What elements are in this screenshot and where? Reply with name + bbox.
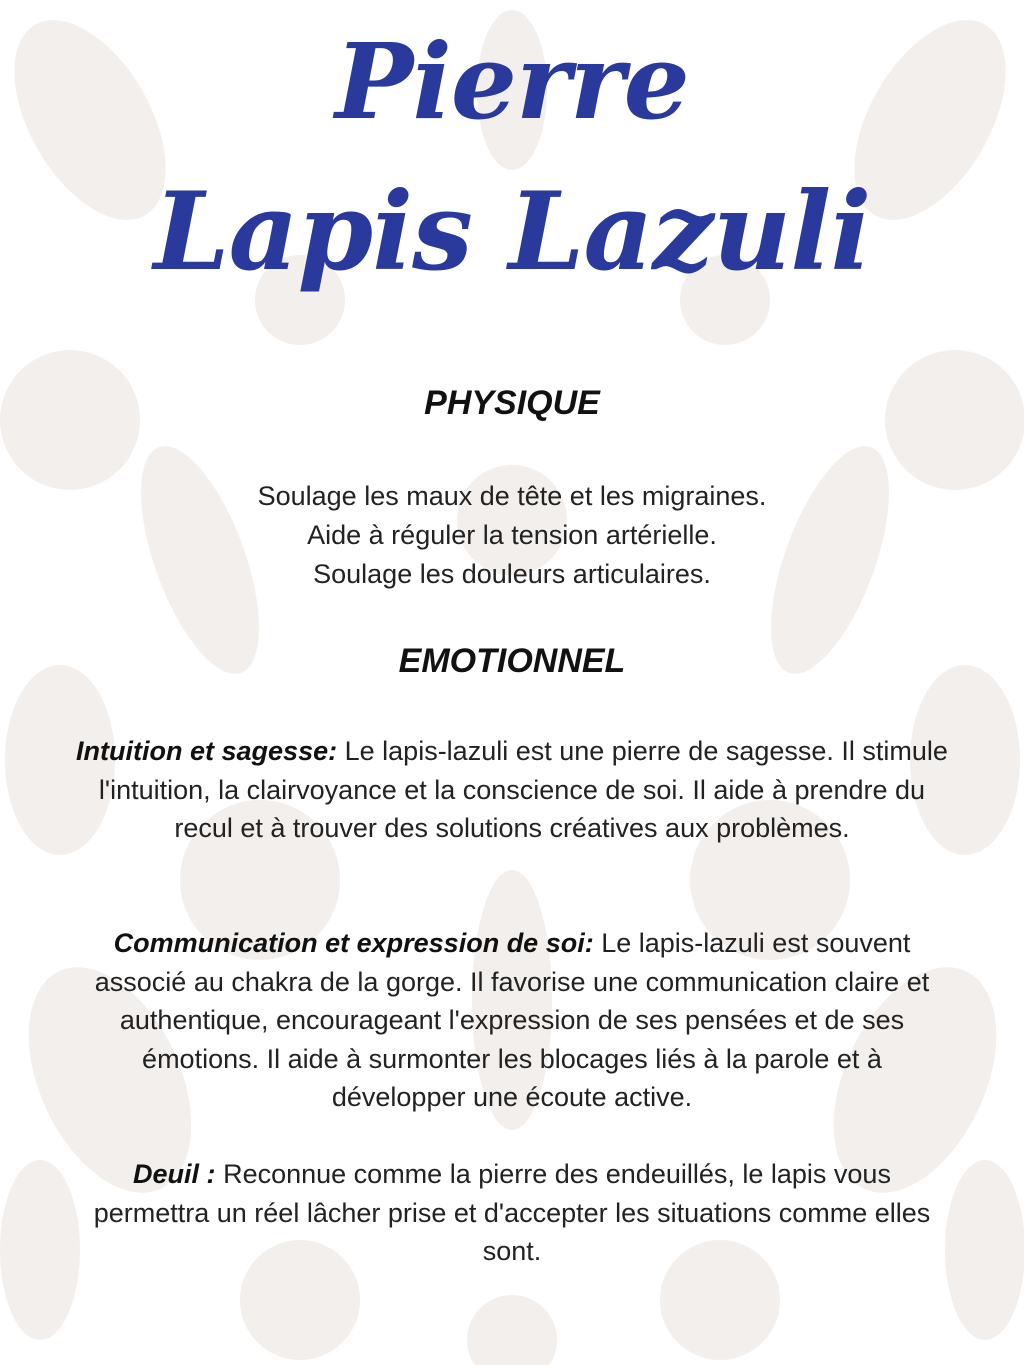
paragraph-label: Deuil :	[133, 1159, 216, 1189]
physique-line: Soulage les maux de tête et les migraines.	[257, 481, 767, 511]
paragraph-communication	[72, 924, 952, 1117]
title-line-2: Lapis Lazuli	[153, 169, 871, 295]
paragraph-text: Le lapis-lazuli est une pierre de sagesse. Il stimule l'intuition, la clairvoyance et la conscience de soi. Il aide à prendre du recul et à trouver des solutions créatives aux problèmes.	[98, 736, 948, 843]
paragraph-text: Le lapis-lazuli est souvent associé au chakra de la gorge. Il favorise une communication claire et authentique, encourageant l'expression de ses pensées et de ses émotions. Il aide à surmonter les blocages liés à la parole et à développer une écoute active.	[94, 928, 930, 1112]
physique-line: Aide à réguler la tension artérielle.	[307, 520, 717, 550]
paragraph-label: Communication et expression de soi:	[113, 928, 594, 958]
paragraph-intuition	[72, 732, 952, 848]
physique-list	[0, 477, 1024, 594]
physique-line: Soulage les douleurs articulaires.	[313, 559, 711, 589]
section-heading-emotionnel: EMOTIONNEL	[398, 642, 626, 680]
paragraph-label: Intuition et sagesse:	[76, 736, 338, 766]
title-line-1: Pierre	[335, 20, 689, 143]
paragraph-deuil	[72, 1155, 952, 1271]
section-heading-physique: PHYSIQUE	[424, 384, 600, 422]
paragraph-text: Reconnue comme la pierre des endeuillés, le lapis vous permettra un réel lâcher prise et d'accepter les situations comme elles sont.	[93, 1159, 931, 1266]
